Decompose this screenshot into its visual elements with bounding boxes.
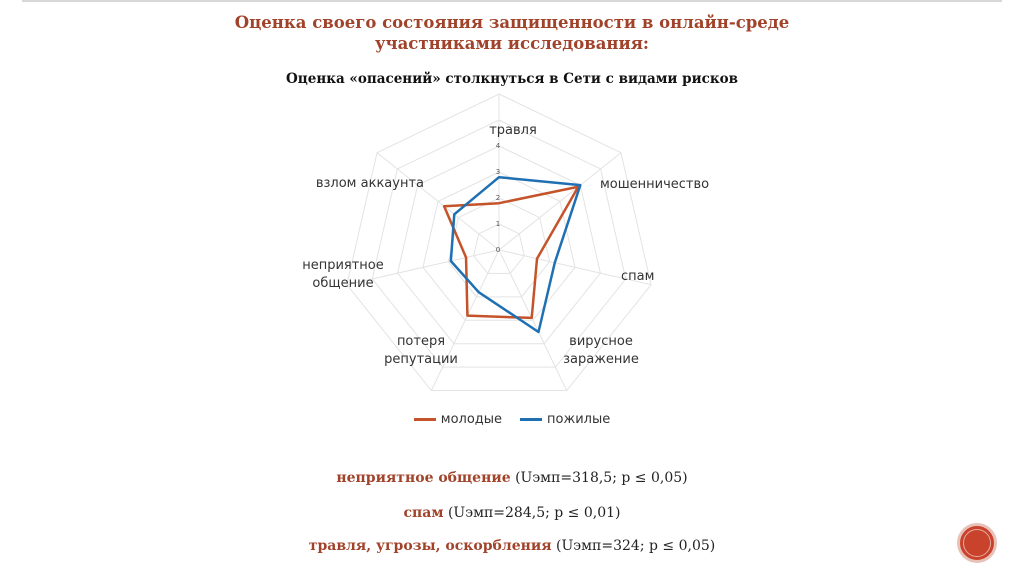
chart-title: Оценка «опасений» столкнуться в Сети с видами рисков bbox=[286, 71, 738, 87]
legend-item-young bbox=[414, 412, 502, 427]
slide-title-line-1: Оценка своего состояния защищенности в онлайн-среде bbox=[234, 13, 790, 32]
axis-label: мошенничество bbox=[600, 177, 710, 192]
stat-detail: (Uэмп=318,5; p ≤ 0,05) bbox=[515, 470, 688, 486]
stat-label: травля, угрозы, оскорбления bbox=[308, 538, 552, 554]
axis-label: вирусное заражение bbox=[563, 334, 639, 367]
legend-swatch-elderly bbox=[520, 418, 542, 421]
stat-line-unpleasant-communication bbox=[0, 470, 1024, 486]
stat-detail: (Uэмп=324; p ≤ 0,05) bbox=[556, 538, 716, 554]
chart-legend bbox=[0, 412, 1024, 427]
grid-spoke bbox=[499, 153, 621, 250]
stat-line-spam bbox=[0, 505, 1024, 521]
next-slide-button[interactable] bbox=[957, 523, 997, 563]
axis-label: взлом аккаунта bbox=[315, 176, 424, 191]
stat-label: спам bbox=[403, 505, 444, 521]
legend-swatch-young bbox=[414, 418, 436, 421]
grid-spoke bbox=[377, 153, 499, 250]
tick-label: 3 bbox=[495, 168, 501, 176]
stat-detail: (Uэмп=284,5; p ≤ 0,01) bbox=[447, 505, 621, 521]
tick-label: 0 bbox=[495, 246, 501, 254]
tick-label: 1 bbox=[495, 220, 501, 228]
legend-label-young: молодые bbox=[440, 412, 503, 427]
legend-item-elderly bbox=[520, 412, 610, 427]
legend-label-elderly: пожилые bbox=[547, 412, 611, 427]
axis-label: неприятное общение bbox=[302, 258, 384, 291]
slide-title-line-2: участниками исследования: bbox=[374, 34, 650, 53]
tick-label: 4 bbox=[495, 142, 501, 150]
tick-label: 2 bbox=[495, 194, 501, 202]
stat-label: неприятное общение bbox=[336, 470, 511, 486]
axis-label: спам bbox=[621, 269, 655, 284]
axis-label: потеря репутации bbox=[384, 334, 458, 367]
stat-line-bullying bbox=[0, 538, 1024, 554]
axis-label: травля bbox=[489, 123, 537, 138]
